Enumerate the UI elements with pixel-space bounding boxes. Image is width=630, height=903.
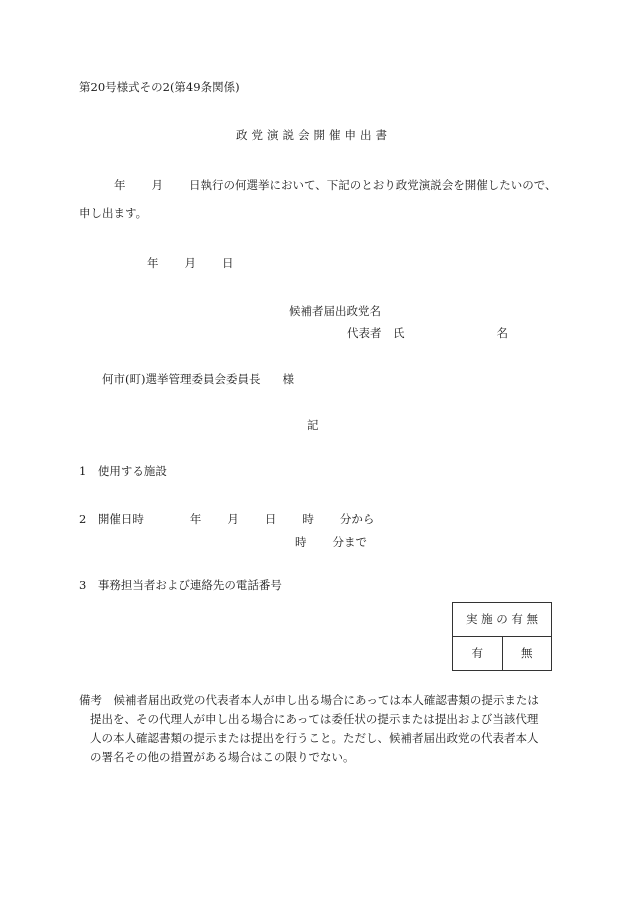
remarks-line-2: 提出を、その代理人が申し出る場合にあっては委任状の提示または提出および当該代理	[90, 712, 539, 726]
ki-heading: 記	[307, 418, 319, 432]
remarks-line-4: の署名その他の措置がある場合はこの限りでない。	[90, 750, 355, 764]
representative-name-suffix: 名	[496, 326, 508, 340]
party-name-label: 候補者届出政党名	[289, 304, 381, 318]
remarks-line-3: 人の本人確認書類の提示または提出を行うこと。ただし、候補者届出政党の代表者本人	[90, 731, 539, 745]
representative-line	[347, 328, 508, 340]
item-datetime-end	[295, 537, 367, 549]
item2-min-to: 分まで	[332, 535, 367, 549]
item2-min-from: 分から	[339, 512, 375, 526]
p1-text: 日執行の何選挙において、下記のとおり政党演説会を開催したいので、	[189, 178, 557, 192]
date-year: 年	[147, 256, 159, 270]
request-paragraph	[114, 180, 557, 192]
date-month: 月	[184, 256, 196, 270]
status-yes: 有	[453, 637, 503, 671]
addressee-suffix: 様	[282, 372, 294, 386]
item2-year: 年	[189, 512, 202, 526]
status-no: 無	[502, 637, 552, 671]
item-datetime	[79, 514, 374, 526]
document-title: 政党演説会開催申出書	[236, 128, 391, 142]
item2-month: 月	[227, 512, 239, 526]
item2-hour: 時	[302, 512, 314, 526]
representative-label: 代表者 氏	[347, 326, 405, 340]
remarks-line-1: 備考 候補者届出政党の代表者本人が申し出る場合にあっては本人確認書類の提示または	[79, 693, 539, 707]
form-number: 第20号様式その2(第49条関係)	[79, 80, 240, 94]
item-facility: 1 使用する施設	[79, 464, 167, 478]
remarks	[79, 691, 564, 767]
item2-label: 2 開催日時	[79, 512, 144, 526]
request-paragraph-cont: 申し出ます。	[79, 206, 148, 220]
p1-year: 年	[114, 178, 126, 192]
application-date	[147, 258, 234, 270]
implementation-status-table	[452, 602, 552, 671]
date-day: 日	[222, 256, 234, 270]
addressee-name: 何市(町)選挙管理委員会委員長	[102, 372, 261, 386]
addressee	[102, 374, 294, 386]
status-header: 実 施 の 有 無	[453, 603, 552, 637]
item2-hour2: 時	[295, 535, 307, 549]
p1-month: 月	[151, 178, 163, 192]
item-contact: 3 事務担当者および連絡先の電話番号	[79, 578, 282, 592]
item2-day: 日	[264, 512, 277, 526]
